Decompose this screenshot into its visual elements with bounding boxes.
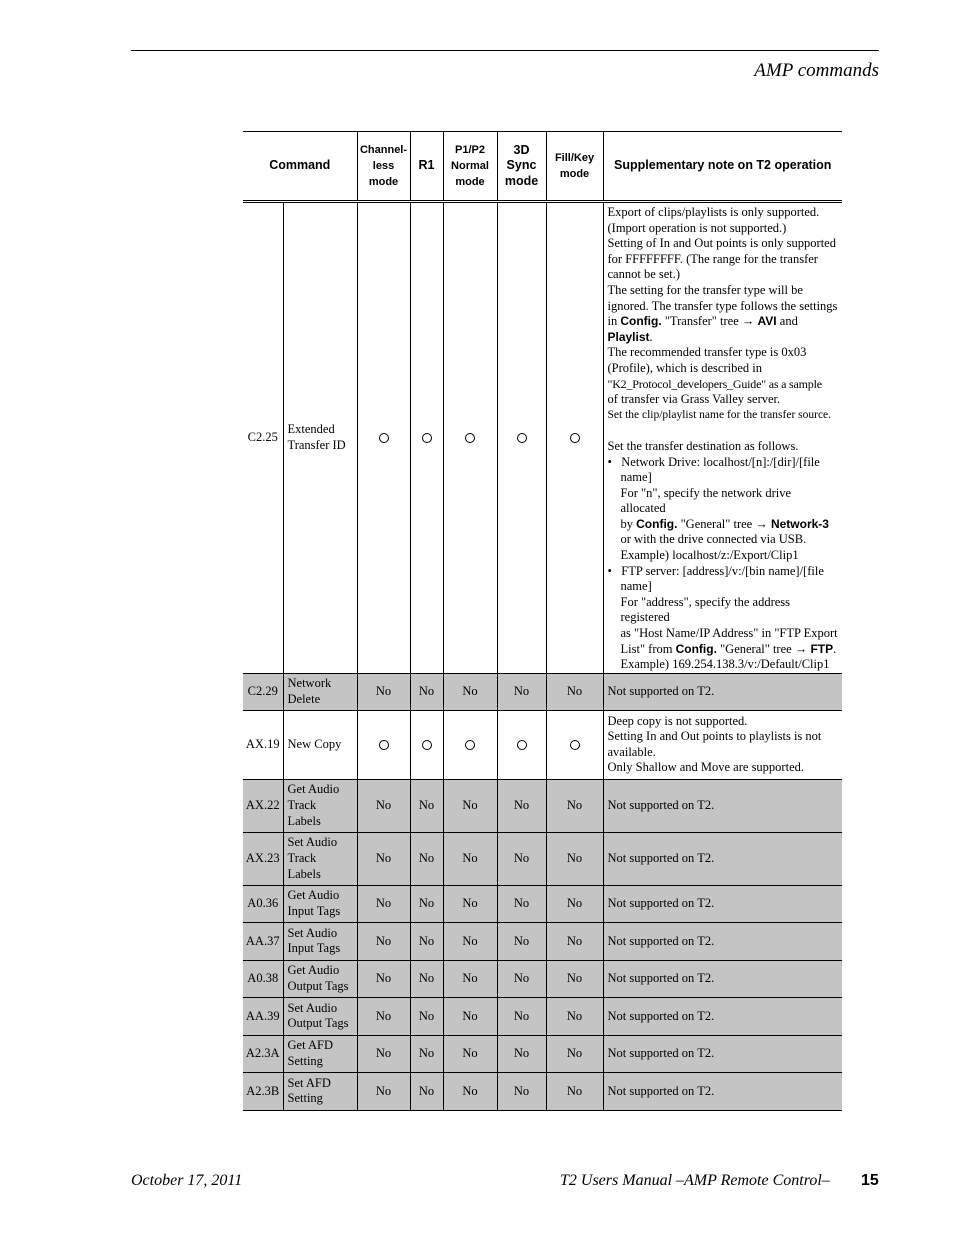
command-code: AA.37	[243, 922, 283, 960]
command-code: C2.29	[243, 673, 283, 710]
amp-command-table	[243, 131, 842, 1111]
command-name: Get Audio Output Tags	[283, 960, 357, 997]
support-3d-sync: No	[497, 997, 546, 1035]
table-row	[243, 997, 842, 1035]
arrow-right-icon: →	[755, 516, 768, 531]
header-rule	[131, 50, 879, 51]
support-3d-sync: No	[497, 1035, 546, 1072]
supplementary-note: Not supported on T2.	[603, 885, 842, 922]
support-r1	[410, 710, 443, 779]
support-channelless	[357, 710, 410, 779]
table-row	[243, 673, 842, 710]
header-supplementary-note: Supplementary note on T2 operation	[603, 132, 842, 202]
support-fill-key	[546, 202, 603, 674]
support-channelless: No	[357, 1035, 410, 1072]
section-title: AMP commands	[754, 60, 879, 81]
header-channelless: Channel-less mode	[357, 132, 410, 202]
command-code: AX.22	[243, 779, 283, 832]
support-fill-key: No	[546, 1035, 603, 1072]
table-row	[243, 779, 842, 832]
bullet-icon: •	[607, 563, 612, 578]
support-fill-key: No	[546, 960, 603, 997]
supplementary-note: Not supported on T2.	[603, 1072, 842, 1110]
supported-circle-icon	[465, 740, 475, 750]
support-r1: No	[410, 960, 443, 997]
table-row	[243, 922, 842, 960]
command-name: Set Audio Input Tags	[283, 922, 357, 960]
support-channelless: No	[357, 922, 410, 960]
supported-circle-icon	[422, 433, 432, 443]
command-name: Extended Transfer ID	[283, 202, 357, 674]
support-fill-key: No	[546, 997, 603, 1035]
table-row	[243, 832, 842, 885]
support-3d-sync	[497, 710, 546, 779]
command-code: A0.36	[243, 885, 283, 922]
support-r1: No	[410, 1072, 443, 1110]
support-channelless: No	[357, 960, 410, 997]
support-p1p2: No	[443, 832, 497, 885]
table-row	[243, 710, 842, 779]
table-header-row	[243, 132, 842, 202]
footer-manual-title: T2 Users Manual –AMP Remote Control–	[560, 1172, 830, 1189]
support-channelless	[357, 202, 410, 674]
arrow-right-icon: →	[741, 314, 755, 329]
header-command: Command	[243, 132, 357, 202]
support-r1: No	[410, 997, 443, 1035]
command-name: Network Delete	[283, 673, 357, 710]
supplementary-note: Deep copy is not supported. Setting In and Out points to playlists is not available. Only Shallow and Move are supported.	[603, 710, 842, 779]
support-r1	[410, 202, 443, 674]
support-p1p2	[443, 710, 497, 779]
command-code: AX.23	[243, 832, 283, 885]
supplementary-note: Export of clips/playlists is only supported. (Import operation is not supported.) Setting of In and Out points is only supported for FFFFFFFF. (The range for the transfer cannot be set.) The setting for the transfer type will be ignored. The transfer type follows the settings in Config. "Transfer" tree → AVI and Playlist. The recommended transfer type is 0x03 (Profile), which is described in "K2_Protocol_developers_Guide" as a sample of transfer via Grass Valley server. Set the clip/playlist name for the transfer source. Set the transfer destination as follows. • Network Drive: localhost/[n]:/[dir]/[file name] For "n", specify the network drive allocated by Config. "General" tree → Network-3 or with the drive connected via USB. Example) localhost/z:/Export/Clip1 • FTP server: [address]/v:/[bin name]/[file name] For "address", specify the address registered as "Host Name/IP Address" in "FTP Export List" from Config. "General" tree → FTP. Example) 169.254.138.3/v:/Default/Clip1	[603, 202, 842, 674]
table-row	[243, 1072, 842, 1110]
bullet-icon: •	[607, 454, 612, 469]
supplementary-note: Not supported on T2.	[603, 960, 842, 997]
support-channelless: No	[357, 673, 410, 710]
supplementary-note: Not supported on T2.	[603, 832, 842, 885]
support-3d-sync: No	[497, 1072, 546, 1110]
command-name: New Copy	[283, 710, 357, 779]
support-3d-sync: No	[497, 832, 546, 885]
table-row	[243, 1035, 842, 1072]
page-number: 15	[861, 1172, 879, 1189]
support-r1: No	[410, 885, 443, 922]
command-code: A2.3A	[243, 1035, 283, 1072]
supported-circle-icon	[465, 433, 475, 443]
support-p1p2: No	[443, 1072, 497, 1110]
support-fill-key: No	[546, 885, 603, 922]
supported-circle-icon	[379, 433, 389, 443]
support-r1: No	[410, 1035, 443, 1072]
supported-circle-icon	[379, 740, 389, 750]
command-name: Set Audio Track Labels	[283, 832, 357, 885]
header-p1p2: P1/P2 Normal mode	[443, 132, 497, 202]
support-p1p2: No	[443, 922, 497, 960]
header-fill-key: Fill/Key mode	[546, 132, 603, 202]
support-3d-sync: No	[497, 885, 546, 922]
support-p1p2: No	[443, 960, 497, 997]
support-3d-sync: No	[497, 960, 546, 997]
support-p1p2	[443, 202, 497, 674]
supplementary-note: Not supported on T2.	[603, 779, 842, 832]
supplementary-note: Not supported on T2.	[603, 673, 842, 710]
support-3d-sync: No	[497, 779, 546, 832]
support-fill-key: No	[546, 1072, 603, 1110]
supported-circle-icon	[517, 433, 527, 443]
support-3d-sync: No	[497, 922, 546, 960]
support-fill-key: No	[546, 832, 603, 885]
table-row	[243, 960, 842, 997]
command-name: Get Audio Track Labels	[283, 779, 357, 832]
supplementary-note: Not supported on T2.	[603, 1035, 842, 1072]
supported-circle-icon	[570, 740, 580, 750]
table-row	[243, 885, 842, 922]
support-p1p2: No	[443, 1035, 497, 1072]
arrow-right-icon: →	[794, 641, 808, 656]
command-name: Set AFD Setting	[283, 1072, 357, 1110]
support-p1p2: No	[443, 885, 497, 922]
support-r1: No	[410, 922, 443, 960]
command-code: A2.3B	[243, 1072, 283, 1110]
supported-circle-icon	[422, 740, 432, 750]
support-r1: No	[410, 779, 443, 832]
header-3d-sync: 3D Sync mode	[497, 132, 546, 202]
command-code: AX.19	[243, 710, 283, 779]
support-channelless: No	[357, 832, 410, 885]
supplementary-note: Not supported on T2.	[603, 997, 842, 1035]
table-row	[243, 202, 842, 674]
command-name: Get AFD Setting	[283, 1035, 357, 1072]
support-3d-sync: No	[497, 673, 546, 710]
support-p1p2: No	[443, 997, 497, 1035]
command-code: A0.38	[243, 960, 283, 997]
support-fill-key: No	[546, 673, 603, 710]
command-name: Get Audio Input Tags	[283, 885, 357, 922]
support-r1: No	[410, 673, 443, 710]
footer-date: October 17, 2011	[131, 1172, 243, 1189]
support-fill-key: No	[546, 779, 603, 832]
support-fill-key	[546, 710, 603, 779]
supported-circle-icon	[517, 740, 527, 750]
support-p1p2: No	[443, 779, 497, 832]
command-code: C2.25	[243, 202, 283, 674]
support-channelless: No	[357, 779, 410, 832]
support-fill-key: No	[546, 922, 603, 960]
supplementary-note: Not supported on T2.	[603, 922, 842, 960]
support-3d-sync	[497, 202, 546, 674]
header-r1: R1	[410, 132, 443, 202]
support-r1: No	[410, 832, 443, 885]
supported-circle-icon	[570, 433, 580, 443]
support-channelless: No	[357, 997, 410, 1035]
command-code: AA.39	[243, 997, 283, 1035]
support-channelless: No	[357, 1072, 410, 1110]
command-name: Set Audio Output Tags	[283, 997, 357, 1035]
support-p1p2: No	[443, 673, 497, 710]
support-channelless: No	[357, 885, 410, 922]
